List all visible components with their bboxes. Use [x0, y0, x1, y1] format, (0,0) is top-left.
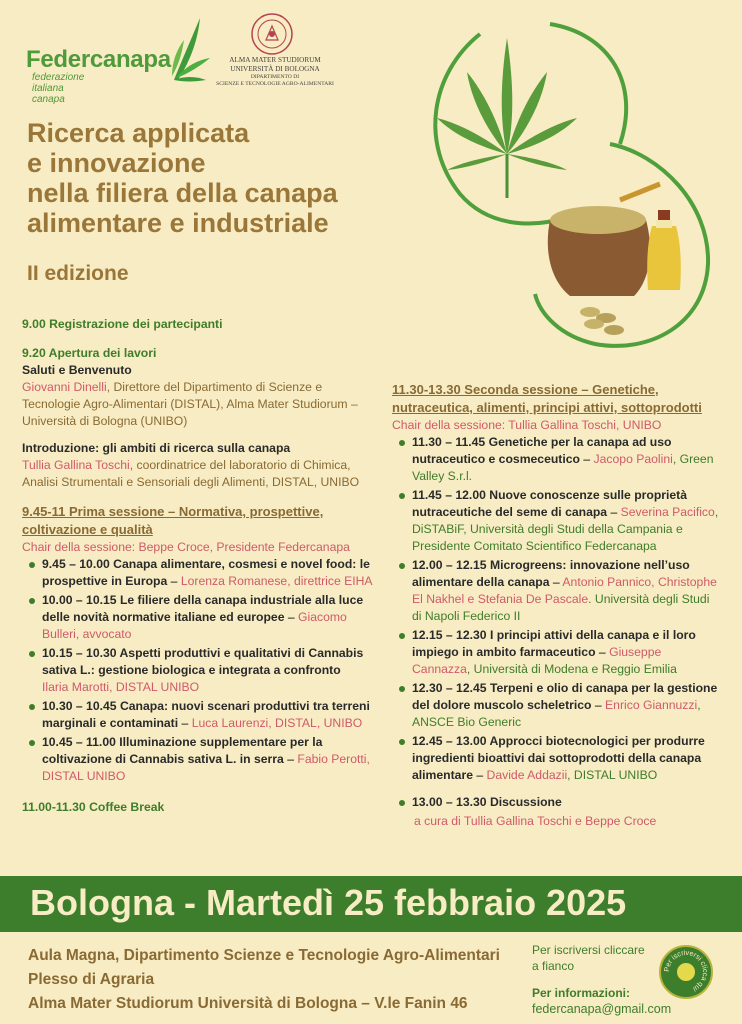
- talk-item: 9.45 – 10.00 Canapa alimentare, cosmesi e novel food: le prospettive in Europa – Lorenza Romanese, direttrice EIHA: [22, 556, 382, 590]
- register-badge-icon: [661, 947, 711, 997]
- venue-line-3: Alma Mater Studiorum Università di Bologna – V.le Fanin 46: [28, 995, 468, 1012]
- talk-item: 10.15 – 10.30 Aspetti produttivi e qualitativi di Cannabis sativa L.: gestione biologica e integrata a confronto Ilaria Marotti, DISTAL UNIBO: [22, 645, 382, 696]
- edition-label: II edizione: [27, 262, 129, 285]
- speaker-affiliation: , coordinatrice del laboratorio di Chimica, Analisi Strumentali e Sensoriali degli Alimenti, DISTAL, UNIBO: [22, 458, 360, 489]
- speaker-name: Giovanni Dinelli: [22, 380, 107, 394]
- hemp-leaf-logo-icon: [160, 14, 212, 86]
- info-label: Per informazioni:: [532, 986, 631, 1000]
- discussion-note: a cura di Tullia Gallina Toschi e Beppe Croce: [414, 814, 657, 828]
- session-2-chair: Chair della sessione: Tullia Gallina Toschi, UNIBO: [392, 418, 662, 432]
- page-title: [27, 118, 467, 238]
- speaker-affiliation: , Direttore del Dipartimento di Scienze e Tecnologie Agro-Alimentari (DISTAL), Alma Mater Studiorum – Università di Bologna (UNIBO): [22, 380, 358, 428]
- talk-item: 10.45 – 11.00 Illuminazione supplementare per la coltivazione di Cannabis sativa L. in serra – Fabio Perotti, DISTAL UNIBO: [22, 734, 382, 785]
- coffee-break: 11.00-11.30 Coffee Break: [22, 800, 165, 814]
- svg-text:Per iscriversi clicca qui: Per iscriversi clicca qui: [661, 947, 711, 994]
- register-label: Per iscriversi cliccare a fianco: [532, 943, 645, 973]
- title-line-1: Ricerca applicata: [27, 118, 250, 148]
- talk-item: 10.00 – 10.15 Le filiere della canapa industriale alla luce delle novità normative italiane ed europee – Giacomo Bulleri, avvocato: [22, 592, 382, 643]
- registration-item: 9.00 Registrazione dei partecipanti: [22, 317, 223, 331]
- intro-title: Introduzione: gli ambiti di ricerca sulla canapa: [22, 441, 291, 455]
- unibo-dept-line1: DIPARTIMENTO DI: [250, 74, 300, 80]
- talk-item: 11.30 – 11.45 Genetiche per la canapa ad uso nutraceutico e cosmeceutico – Jacopo Paolini, Green Valley S.r.l.: [392, 434, 722, 485]
- talk-item: 12.45 – 13.00 Approcci biotecnologici per produrre ingredienti bioattivi dai sottoprodotti della canapa alimentare – Davide Addazii, DISTAL UNIBO: [392, 733, 722, 784]
- talk-item: 12.30 – 12.45 Terpeni e olio di canapa per la gestione del dolore muscolo scheletrico – Enrico Giannuzzi, ANSCE Bio Generic: [392, 680, 722, 731]
- welcome-text: [22, 379, 382, 430]
- logo-subtitle: federazione italiana canapa: [32, 72, 85, 105]
- talk-item: 12.15 – 12.30 I principi attivi della canapa e il loro impiego in ambito farmaceutico – Giuseppe Cannazza, Università di Modena e Reggio Emilia: [392, 627, 722, 678]
- welcome-title: Saluti e Benvenuto: [22, 363, 132, 377]
- talk-item: 13.00 – 13.30 Discussione: [392, 794, 722, 811]
- intro-text: [22, 457, 382, 491]
- session-1-title: 9.45-11 Prima sessione – Normativa, prospettive, coltivazione e qualità: [22, 504, 324, 537]
- venue-info: [28, 944, 518, 1016]
- hemp-seeds-icon: [580, 307, 624, 335]
- session-1-talks: [22, 556, 382, 785]
- unibo-name-line2: UNIVERSITÀ DI BOLOGNA: [230, 65, 320, 73]
- contact-email-link[interactable]: federcanapa@gmail.com: [532, 1002, 672, 1016]
- register-button[interactable]: [659, 945, 713, 999]
- date-banner-text: Bologna - Martedì 25 febbraio 2025: [30, 882, 627, 923]
- session-2-talks: [392, 434, 722, 811]
- unibo-seal-icon: [250, 12, 294, 56]
- title-line-2: e innovazione: [27, 148, 206, 178]
- venue-line-2: Plesso di Agraria: [28, 971, 155, 988]
- title-line-3: nella filiera della canapa: [27, 178, 338, 208]
- session-1-chair: Chair della sessione: Beppe Croce, Presidente Federcanapa: [22, 540, 350, 554]
- unibo-name-line1: ALMA MATER STUDIORUM: [229, 56, 321, 64]
- hemp-flour-sack-icon: [548, 184, 660, 296]
- hemp-oil-bottle-icon: [647, 210, 681, 290]
- speaker-name: Tullia Gallina Toschi: [22, 458, 130, 472]
- talk-item: 12.00 – 12.15 Microgreens: innovazione nell’uso alimentare della canapa – Antonio Pannico, Christophe El Nakhel e Stefania De Pascale. Università degli Studi di Napoli Federico II: [392, 557, 722, 625]
- program-left-column: [22, 316, 382, 816]
- program-right-column: [392, 381, 722, 830]
- session-2-title: 11.30-13.30 Seconda sessione – Genetiche, nutraceutica, alimenti, principi attivi, sottoprodotti: [392, 382, 702, 415]
- title-line-4: alimentare e industriale: [27, 208, 329, 238]
- venue-line-1: Aula Magna, Dipartimento Scienze e Tecnologie Agro-Alimentari: [28, 947, 500, 964]
- talk-item: 10.30 – 10.45 Canapa: nuovi scenari produttivi tra terreni marginali e contaminati – Luca Laurenzi, DISTAL, UNIBO: [22, 698, 382, 732]
- talk-item: 11.45 – 12.00 Nuove conoscenze sulle proprietà nutraceutiche del seme di canapa – Severina Pacifico, DiSTABiF, Università degli Studi della Campania e Presidente Comitato Scientifico Federcanapa: [392, 487, 722, 555]
- opening-time: 9.20 Apertura dei lavori: [22, 346, 157, 360]
- logo-name: Federcanapa: [26, 46, 171, 73]
- unibo-dept-line2: SCIENZE E TECNOLOGIE AGRO-ALIMENTARI: [216, 80, 334, 87]
